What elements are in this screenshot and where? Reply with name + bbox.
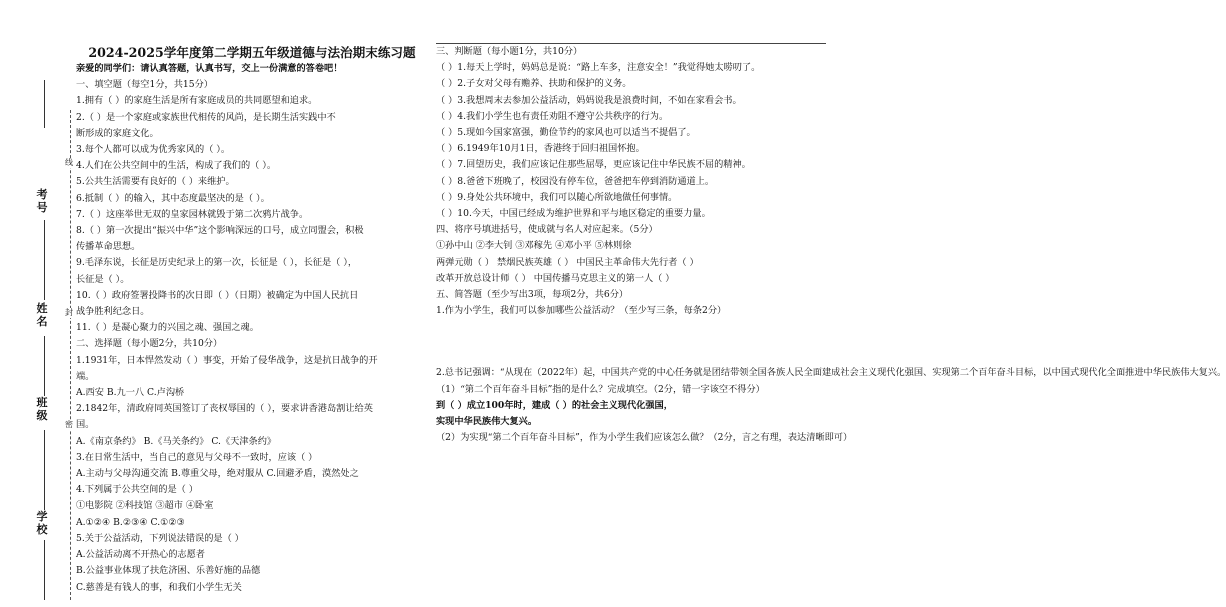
judge-line: （ ）3.我想周末去参加公益活动，妈妈说我是浪费时间，不如在家看会书。 — [436, 94, 742, 106]
judge-line: （ ）10.今天，中国已经成为维护世界和平与地区稳定的重要力量。 — [436, 208, 711, 220]
match-line: 两弹元勋（ ） 禁烟民族英雄（ ） 中国民主革命伟大先行者（ ） — [436, 256, 699, 268]
name-rule — [44, 220, 45, 300]
binding-mark-seal: 封 — [65, 308, 73, 317]
question-line: A.《南京条约》 B.《马关条约》 C.《天津条约》 — [76, 435, 277, 447]
binding-dashed-line — [70, 110, 71, 600]
binding-mark-line: 线 — [65, 158, 73, 167]
exam-no-rule — [44, 80, 45, 128]
right-column — [436, 44, 1226, 446]
question-line: A.公益活动离不开热心的志愿者 — [76, 549, 205, 561]
judge-line: （ ）5.现如今国家富强，勤俭节约的家风也可以适当不提倡了。 — [436, 127, 696, 139]
question-line: 8.（ ）第一次提出“振兴中华”这个影响深远的口号，成立同盟会，积极 — [76, 225, 364, 237]
short-answer-q2-fill: 到（ ）成立100年时，建成（ ）的社会主义现代化强国， — [436, 399, 673, 411]
question-line: 10.（ ）政府签署投降书的次日即（ ）（日期）被确定为中国人民抗日 — [76, 289, 359, 301]
name-label: 姓名 — [36, 302, 48, 328]
question-line: 7.（ ）这座举世无双的皇家园林就毁于第二次鸦片战争。 — [76, 208, 309, 220]
judge-section — [436, 44, 828, 222]
judge-line: （ ）7.回望历史，我们应该记住那些屈辱，更应该记住中华民族不屈的精神。 — [436, 159, 751, 171]
short-answer-q2: 2.总书记强调：“从现在（2022年）起，中国共产党的中心任务就是团结带领全国各族人民全面建成社会主义现代化强国、实现第二个百年奋斗目标，以中国式现代化全面推进中华民族伟大复兴。 — [436, 367, 1226, 379]
question-line: 1.拥有（ ）的家庭生活是所有家庭成员的共同愿望和追求。 — [76, 95, 318, 107]
question-line: 一、填空题（每空1分，共15分） — [76, 79, 213, 91]
judge-line: （ ）1.每天上学时，妈妈总是说：“路上车多，注意安全！”我觉得她太唠叨了。 — [436, 62, 761, 74]
class-label: 班级 — [36, 396, 48, 422]
judge-line: （ ）6.1949年10月1日，香港终于回归祖国怀抱。 — [436, 143, 645, 155]
question-line: 4.下列属于公共空间的是（ ） — [76, 484, 198, 496]
short-answer-q1: 1.作为小学生，我们可以参加哪些公益活动？（至少写三条，每条2分） — [436, 305, 727, 317]
greeting: 亲爱的同学们：请认真答题，认真书写，交上一份满意的答卷吧！ — [76, 63, 343, 74]
question-line: 5.关于公益活动，下列说法错误的是（ ） — [76, 532, 244, 544]
question-line: 9.毛泽东说，长征是历史纪录上的第一次，长征是（ ），长征是（ ）， — [76, 257, 358, 269]
judge-line: （ ）8.爸爸下班晚了，校园没有停车位，爸爸把车停到消防通道上。 — [436, 175, 715, 187]
question-line: 国。 — [76, 419, 95, 431]
question-line: ①电影院 ②科技馆 ③超市 ④卧室 — [76, 500, 214, 512]
short-answer-q2-fill2: 实现中华民族伟大复兴。 — [436, 416, 538, 428]
question-line: A.①②④ B.②③④ C.①②③ — [76, 516, 185, 528]
question-line: 3.在日常生活中，当自己的意见与父母不一致时，应该（ ） — [76, 451, 318, 463]
question-line: 2.（ ）是一个家庭或家族世代相传的风尚，是长期生活实践中不 — [76, 111, 336, 123]
binding-mark-secret: 密 — [65, 420, 73, 429]
judge-line: （ ）4.我们小学生也有责任劝阻不遵守公共秩序的行为。 — [436, 110, 669, 122]
school-rule-lower — [44, 540, 45, 600]
match-section — [436, 222, 828, 287]
judge-line: 三、判断题（每小题1分，共10分） — [436, 46, 583, 57]
question-line: 11.（ ）是凝心聚力的兴国之魂、强国之魂。 — [76, 322, 259, 334]
left-column — [76, 44, 428, 596]
question-line: 1.1931年，日本悍然发动（ ）事变，开始了侵华战争，这是抗日战争的开 — [76, 354, 378, 366]
spacer — [436, 351, 828, 365]
question-line: 4.人们在公共空间中的生活，构成了我们的（ ）。 — [76, 160, 277, 172]
question-line: 端。 — [76, 370, 95, 382]
question-line: 3.每个人都可以成为优秀家风的（ ）。 — [76, 144, 231, 156]
question-line: 二、选择题（每小题2分，共10分） — [76, 338, 223, 350]
short-answer-title: 五、简答题（至少写出3项，每项2分，共6分） — [436, 289, 629, 301]
question-line: 长征是（ ）。 — [76, 273, 130, 285]
match-line: 改革开放总设计师（ ） 中国传播马克思主义的第一人（ ） — [436, 272, 675, 284]
question-line: B.公益事业体现了扶危济困、乐善好施的品德 — [76, 565, 261, 577]
question-line: 5.公共生活需要有良好的（ ）来维护。 — [76, 176, 235, 188]
judge-line: （ ）2.子女对父母有赡养、扶助和保护的义务。 — [436, 78, 632, 90]
school-rule — [44, 430, 45, 510]
question-line: A.西安 B.九一八 C.卢沟桥 — [76, 387, 185, 399]
question-line: 战争胜利纪念日。 — [76, 306, 150, 318]
question-line: C.慈善是有钱人的事，和我们小学生无关 — [76, 581, 242, 593]
left-question-list — [76, 77, 428, 596]
exam-no-label: 考号 — [36, 188, 48, 214]
school-label: 学校 — [36, 510, 48, 536]
question-line: 传播革命思想。 — [76, 241, 141, 253]
exam-title: 2024-2025学年度第二学期五年级道德与法治期末练习题 — [88, 45, 416, 60]
question-line: 2.1842年，清政府同英国签订了丧权辱国的（ ），要求讲香港岛割让给英 — [76, 403, 373, 415]
question-line: A.主动与父母沟通交流 B.尊重父母，绝对服从 C.回避矛盾，漠然处之 — [76, 468, 359, 480]
class-rule — [44, 336, 45, 396]
question-line: 断形成的家庭文化。 — [76, 127, 159, 139]
binding-margin — [26, 40, 82, 600]
match-line: ①孙中山 ②李大钊 ③邓稼先 ④邓小平 ⑤林则徐 — [436, 240, 632, 252]
answer-space-q1 — [436, 319, 828, 351]
short-answer-q2-sub1: （1）“第二个百年奋斗目标”指的是什么？完成填空。（2分，错一字该空不得分） — [436, 383, 765, 395]
match-line: 四、将序号填进括号，使成就与名人对应起来。（5分） — [436, 224, 658, 236]
short-answer-q2-sub2: （2）为实现“第二个百年奋斗目标”，作为小学生我们应该怎么做？（2分，言之有理，表达清晰即可） — [436, 432, 853, 444]
judge-line: （ ）9.身处公共环境中，我们可以随心所欲地做任何事情。 — [436, 191, 678, 203]
question-line: 6.抵制（ ）的输入，其中态度最坚决的是（ ）。 — [76, 192, 270, 204]
